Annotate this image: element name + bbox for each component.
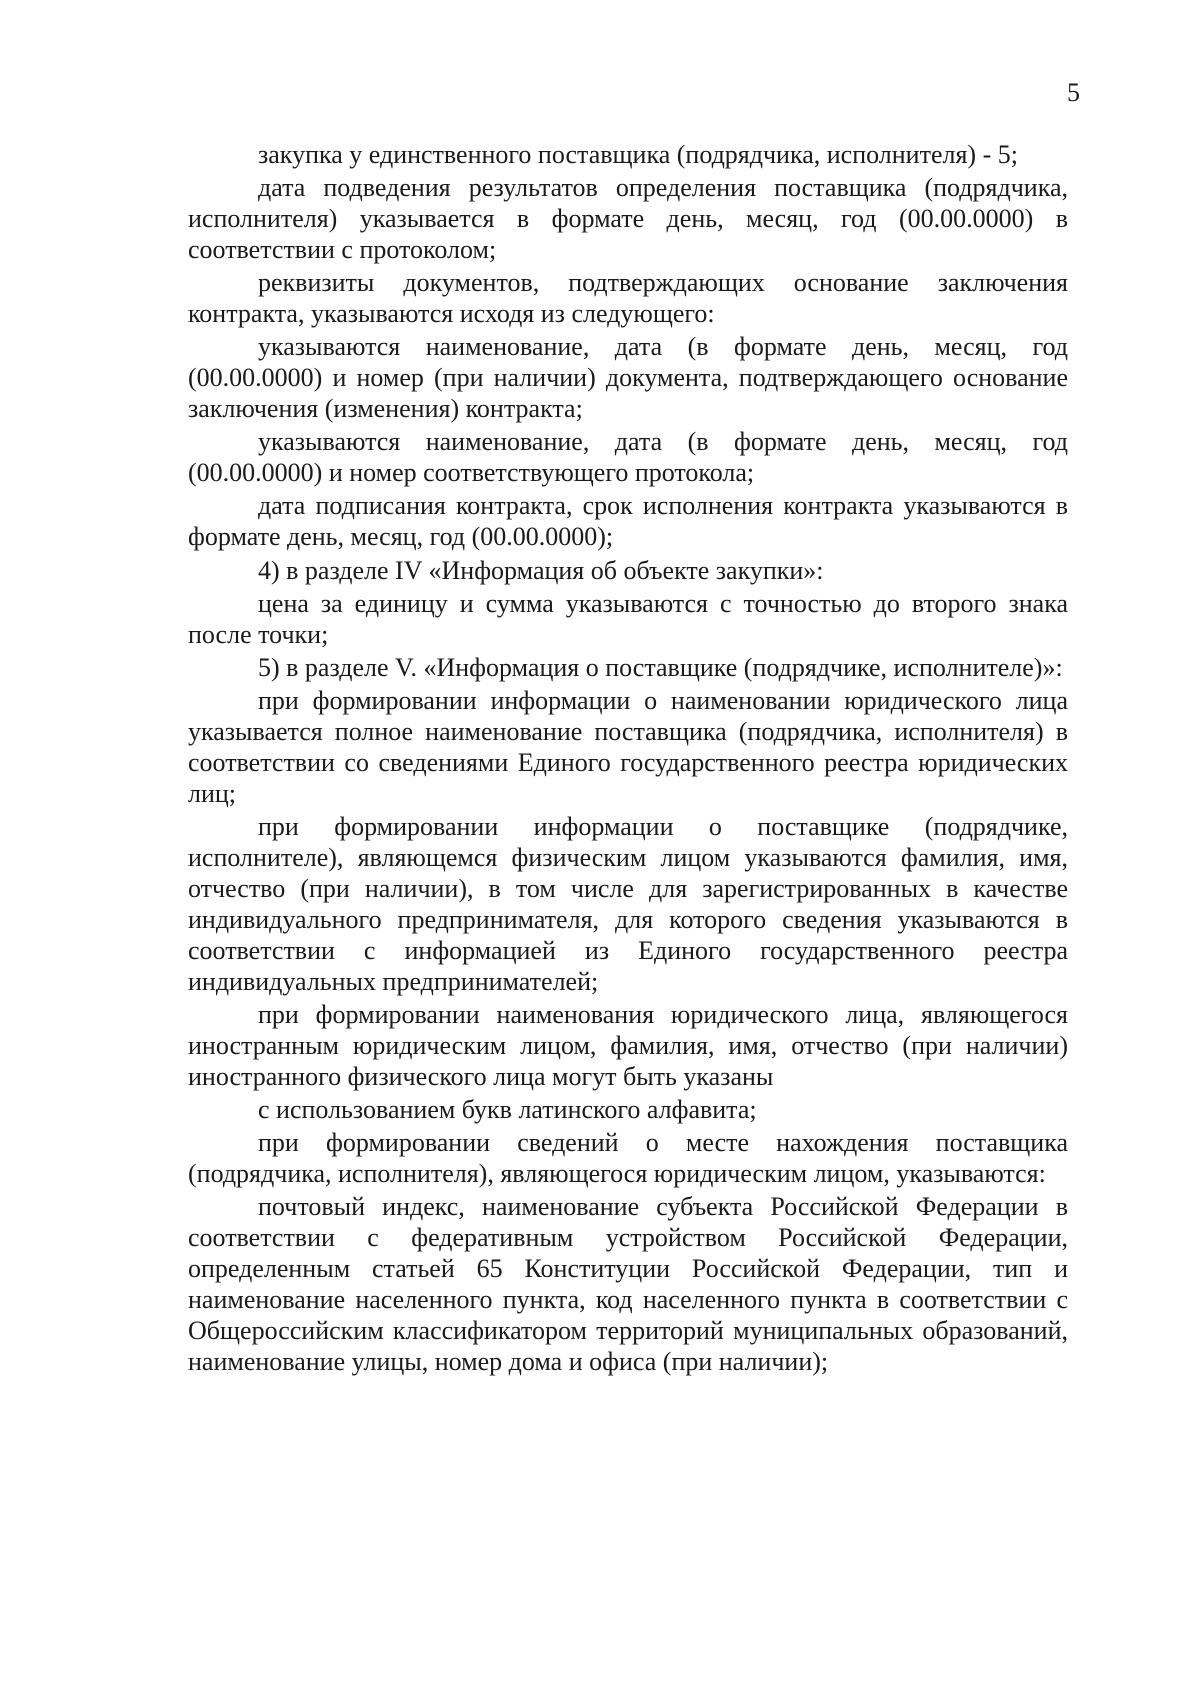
paragraph: при формировании сведений о месте нахождения поставщика (подрядчика, исполнителя), являющегося юридическим лицом, указываются: <box>188 1127 1068 1188</box>
paragraph: реквизиты документов, подтверждающих основание заключения контракта, указываются исходя из следующего: <box>188 268 1068 329</box>
paragraph: дата подведения результатов определения поставщика (подрядчика, исполнителя) указывается в формате день, месяц, год (00.00.0000) в соответствии с протоколом; <box>188 173 1068 265</box>
paragraph: с использованием букв латинского алфавита; <box>258 1094 757 1124</box>
paragraph: цена за единицу и сумма указываются с точностью до второго знака после точки; <box>188 588 1068 649</box>
paragraph: при формировании информации о наименовании юридического лица указывается полное наименование поставщика (подрядчика, исполнителя) в соответствии со сведениями Единого государственного реестра юридических лиц; <box>188 686 1068 808</box>
page-number: 5 <box>1067 78 1080 107</box>
paragraph: дата подписания контракта, срок исполнения контракта указываются в формате день, месяц, год (00.00.0000); <box>188 491 1068 552</box>
paragraph: почтовый индекс, наименование субъекта Российской Федерации в соответствии с федеративным устройством Российской Федерации, определенным статьей 65 Конституции Российской Федерации, тип и наименование населенного пункта, код населенного пункта в соответствии с Общероссийским классификатором территорий муниципальных образований, наименование улицы, номер дома и офиса (при наличии); <box>188 1192 1068 1376</box>
paragraph: указываются наименование, дата (в формате день, месяц, год (00.00.0000) и номер соответствующего протокола; <box>188 427 1068 488</box>
paragraph: при формировании информации о поставщике (подрядчике, исполнителе), являющемся физическим лицом указываются фамилия, имя, отчество (при наличии), в том числе для зарегистрированных в качестве индивидуального предпринимателя, для которого сведения указываются в соответствии с информацией из Единого государственного реестра индивидуальных предпринимателей; <box>188 812 1068 996</box>
paragraph: закупка у единственного поставщика (подрядчика, исполнителя) - 5; <box>258 140 1018 169</box>
paragraph: 5) в разделе V. «Информация о поставщике (подрядчике, исполнителе)»: <box>258 652 1063 682</box>
paragraph: указываются наименование, дата (в формате день, месяц, год (00.00.0000) и номер (при наличии) документа, подтверждающего основание заключения (изменения) контракта; <box>188 332 1068 424</box>
paragraph: 4) в разделе IV «Информация об объекте закупки»: <box>258 555 824 585</box>
document-body <box>188 140 1068 1380</box>
paragraph: при формировании наименования юридического лица, являющегося иностранным юридическим лицом, фамилия, имя, отчество (при наличии) иностранного физического лица могут быть указаны <box>188 999 1068 1091</box>
